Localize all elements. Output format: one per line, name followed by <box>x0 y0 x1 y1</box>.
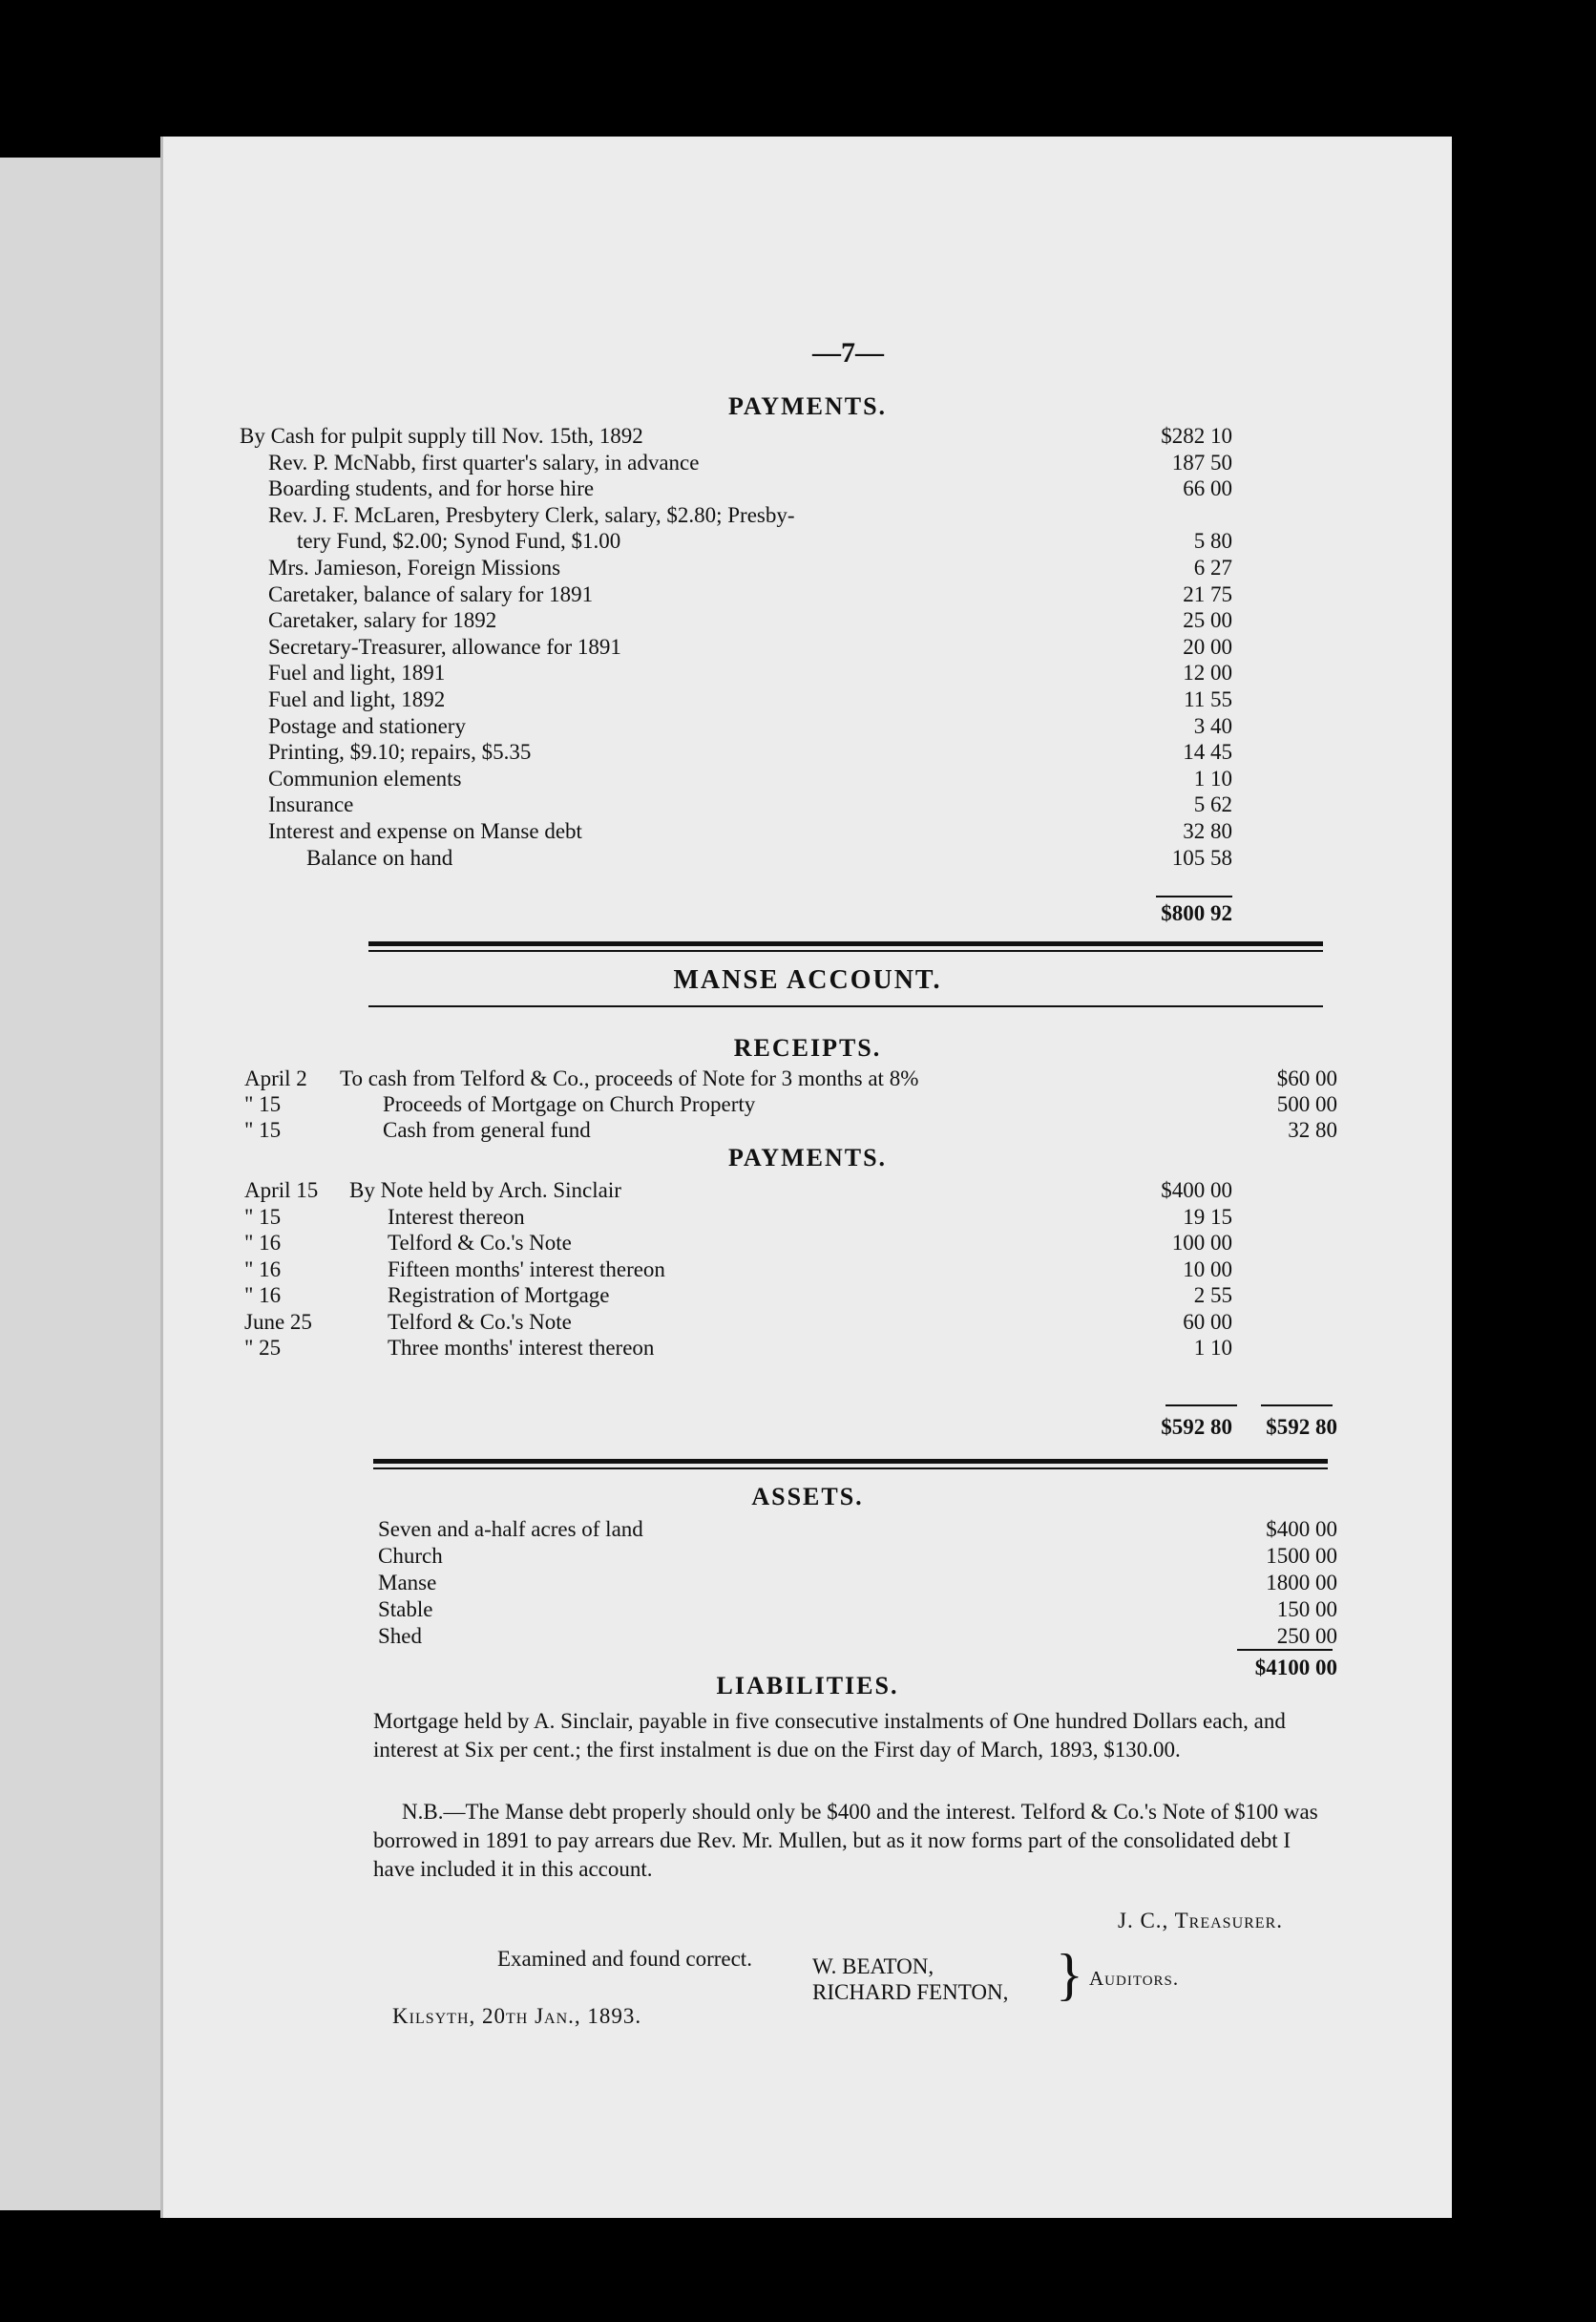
liabilities-heading: LIABILITIES. <box>716 1672 899 1699</box>
manse-payment-date: " 15 <box>244 1204 282 1229</box>
payment-amount: 66 00 <box>1183 476 1232 501</box>
facing-page-edge <box>0 158 162 2210</box>
auditor-name: W. BEATON, <box>812 1954 934 1978</box>
manse-payment-date: June 25 <box>244 1309 312 1334</box>
payment-amount: 11 55 <box>1184 687 1232 711</box>
asset-row <box>378 1516 1337 1543</box>
asset-amount: 1500 00 <box>1266 1544 1337 1568</box>
assets-total-rule <box>1237 1649 1333 1651</box>
payment-amount: 25 00 <box>1183 608 1232 633</box>
payment-amount: 6 27 <box>1193 556 1232 580</box>
receipt-description: Cash from general fund <box>383 1118 591 1142</box>
payment-row <box>240 845 1232 872</box>
manse-payment-amount: 60 00 <box>1183 1309 1232 1334</box>
payment-row <box>240 739 1232 766</box>
payment-description: Printing, $9.10; repairs, $5.35 <box>268 740 532 765</box>
payment-description: tery Fund, $2.00; Synod Fund, $1.00 <box>297 529 621 554</box>
receipt-date: " 15 <box>244 1118 282 1142</box>
receipt-description: Proceeds of Mortgage on Church Property <box>383 1092 756 1116</box>
payment-description: Fuel and light, 1891 <box>268 661 446 686</box>
payment-amount: 1 10 <box>1193 766 1232 791</box>
asset-row <box>378 1623 1337 1650</box>
payment-amount: 14 45 <box>1183 740 1232 765</box>
payment-amount: $282 10 <box>1161 424 1232 448</box>
manse-payment-description: Telford & Co.'s Note <box>388 1231 572 1255</box>
asset-description: Manse <box>378 1571 437 1594</box>
payment-amount: 105 58 <box>1171 845 1232 870</box>
payment-description: By Cash for pulpit supply till Nov. 15th, 1892 <box>240 424 643 448</box>
payment-description: Boarding students, and for horse hire <box>268 476 595 501</box>
manse-payment-amount: 19 15 <box>1183 1204 1232 1229</box>
asset-description: Church <box>378 1544 443 1568</box>
receipt-row <box>244 1117 1337 1144</box>
manse-payment-amount: 1 10 <box>1193 1336 1232 1360</box>
payment-row <box>240 502 1232 529</box>
payment-row <box>240 766 1232 792</box>
receipt-amount: 500 00 <box>1276 1092 1337 1116</box>
receipt-row <box>244 1066 1337 1092</box>
receipt-date: " 15 <box>244 1092 282 1116</box>
payment-description: Rev. J. F. McLaren, Presbytery Clerk, salary, $2.80; Presby- <box>268 502 795 527</box>
payment-row <box>240 555 1232 581</box>
manse-payment-row <box>244 1309 1232 1336</box>
manse-payments-heading: PAYMENTS. <box>727 1144 888 1172</box>
payments-total: $800 92 <box>1161 901 1232 925</box>
payment-row <box>240 792 1232 818</box>
divider-rule <box>373 1467 1328 1469</box>
payment-row <box>240 818 1232 845</box>
manse-payment-amount: $400 00 <box>1161 1178 1232 1202</box>
treasurer-signature: J. C., Treasurer. <box>1118 1909 1283 1932</box>
payment-row <box>240 450 1232 476</box>
manse-payments-total: $592 80 <box>1161 1415 1232 1439</box>
manse-payment-row <box>244 1230 1232 1256</box>
manse-payment-description: Fifteen months' interest thereon <box>388 1256 665 1281</box>
manse-totals-row <box>163 1414 1337 1441</box>
asset-amount: $400 00 <box>1266 1517 1337 1541</box>
manse-payment-row <box>244 1177 1232 1204</box>
nb-note: N.B.—The Manse debt properly should only be $400 and the interest. Telford & Co.'s Note of $100 was borrowed in 1891 to pay arrears due Rev. Mr. Mullen, but as it now forms part of the consolidated debt I have included it in this account. <box>373 1800 1318 1881</box>
manse-payment-row <box>244 1282 1232 1309</box>
manse-payment-description: Three months' interest thereon <box>388 1336 655 1360</box>
payment-row <box>240 686 1232 713</box>
divider-rule <box>368 941 1323 946</box>
manse-payment-row <box>244 1204 1232 1231</box>
manse-payment-amount: 100 00 <box>1171 1231 1232 1255</box>
assets-heading: ASSETS. <box>751 1483 864 1510</box>
examined-statement: Examined and found correct. <box>497 1947 752 1971</box>
receipt-row <box>244 1091 1337 1118</box>
payment-amount: 12 00 <box>1183 661 1232 686</box>
payment-description: Postage and stationery <box>268 713 466 738</box>
manse-payment-row <box>244 1335 1232 1362</box>
manse-payment-description: By Note held by Arch. Sinclair <box>349 1178 621 1202</box>
manse-payment-description: Interest thereon <box>388 1204 525 1229</box>
payment-amount: 5 80 <box>1193 529 1232 554</box>
manse-receipts-total: $592 80 <box>1266 1415 1337 1439</box>
payment-amount: 21 75 <box>1183 581 1232 606</box>
payment-row <box>240 423 1232 450</box>
asset-row <box>378 1596 1337 1623</box>
auditor-name: RICHARD FENTON, <box>812 1980 1009 2004</box>
payments-total-rule <box>1156 896 1232 897</box>
receipt-amount: $60 00 <box>1276 1066 1337 1090</box>
manse-payment-amount: 2 55 <box>1193 1283 1232 1307</box>
payment-description: Balance on hand <box>306 845 453 870</box>
payment-row <box>240 528 1232 555</box>
auditors-label: Auditors. <box>1089 1967 1180 1990</box>
payment-amount: 5 62 <box>1193 792 1232 817</box>
manse-payment-amount: 10 00 <box>1183 1256 1232 1281</box>
payment-amount: 187 50 <box>1171 450 1232 475</box>
asset-amount: 250 00 <box>1276 1624 1337 1648</box>
payments-total-row <box>163 900 1232 927</box>
manse-receipts-heading: RECEIPTS. <box>733 1034 882 1062</box>
payment-description: Interest and expense on Manse debt <box>268 819 582 843</box>
payment-amount: 20 00 <box>1183 634 1232 659</box>
manse-payment-date: " 25 <box>244 1336 282 1360</box>
divider-rule <box>373 1459 1328 1464</box>
payment-row <box>240 634 1232 661</box>
payments-heading: PAYMENTS. <box>727 392 888 420</box>
payment-description: Secretary-Treasurer, allowance for 1891 <box>268 634 621 659</box>
manse-payment-description: Telford & Co.'s Note <box>388 1309 572 1334</box>
asset-row <box>378 1543 1337 1570</box>
payment-row <box>240 660 1232 686</box>
receipt-description: To cash from Telford & Co., proceeds of Note for 3 months at 8% <box>340 1066 919 1090</box>
payment-amount: 32 80 <box>1183 819 1232 843</box>
receipt-date: April 2 <box>244 1066 307 1090</box>
manse-payment-description: Registration of Mortgage <box>388 1283 610 1307</box>
manse-payment-row <box>244 1256 1232 1283</box>
manse-payment-date: " 16 <box>244 1231 282 1255</box>
payment-description: Insurance <box>268 792 354 817</box>
payment-row <box>240 581 1232 608</box>
manse-receipts-total-rule <box>1261 1404 1333 1406</box>
manse-payment-date: " 16 <box>244 1256 282 1281</box>
asset-row <box>378 1570 1337 1596</box>
payment-description: Rev. P. McNabb, first quarter's salary, in advance <box>268 450 700 475</box>
place-date: Kilsyth, 20th Jan., 1893. <box>392 2004 642 2028</box>
asset-description: Stable <box>378 1597 433 1621</box>
manse-payments-total-rule <box>1166 1404 1237 1406</box>
payment-row <box>240 713 1232 740</box>
manse-payment-date: April 15 <box>244 1178 319 1202</box>
asset-description: Shed <box>378 1624 422 1648</box>
liabilities-text: Mortgage held by A. Sinclair, payable in five consecutive instalments of One hundred Dollars each, and interest at Six per cent.; the first instalment is due on the First day of March, 1893, $130.00. <box>373 1709 1286 1762</box>
payment-description: Mrs. Jamieson, Foreign Missions <box>268 556 561 580</box>
payment-description: Communion elements <box>268 766 462 791</box>
document-page <box>160 137 1452 2218</box>
payment-amount: 3 40 <box>1193 713 1232 738</box>
receipt-amount: 32 80 <box>1288 1118 1337 1142</box>
payment-row <box>240 475 1232 502</box>
page-number: —7— <box>812 337 884 369</box>
payment-row <box>240 607 1232 634</box>
payment-description: Fuel and light, 1892 <box>268 687 446 711</box>
brace-glyph: } <box>1056 1943 1083 2006</box>
asset-amount: 150 00 <box>1276 1597 1337 1621</box>
asset-description: Seven and a-half acres of land <box>378 1517 643 1541</box>
assets-total: $4100 00 <box>1254 1656 1337 1679</box>
payment-description: Caretaker, salary for 1892 <box>268 608 497 633</box>
asset-amount: 1800 00 <box>1266 1571 1337 1594</box>
divider-rule <box>368 1005 1323 1007</box>
manse-account-heading: MANSE ACCOUNT. <box>673 965 942 995</box>
divider-rule <box>368 950 1323 952</box>
payment-description: Caretaker, balance of salary for 1891 <box>268 581 594 606</box>
manse-payment-date: " 16 <box>244 1283 282 1307</box>
